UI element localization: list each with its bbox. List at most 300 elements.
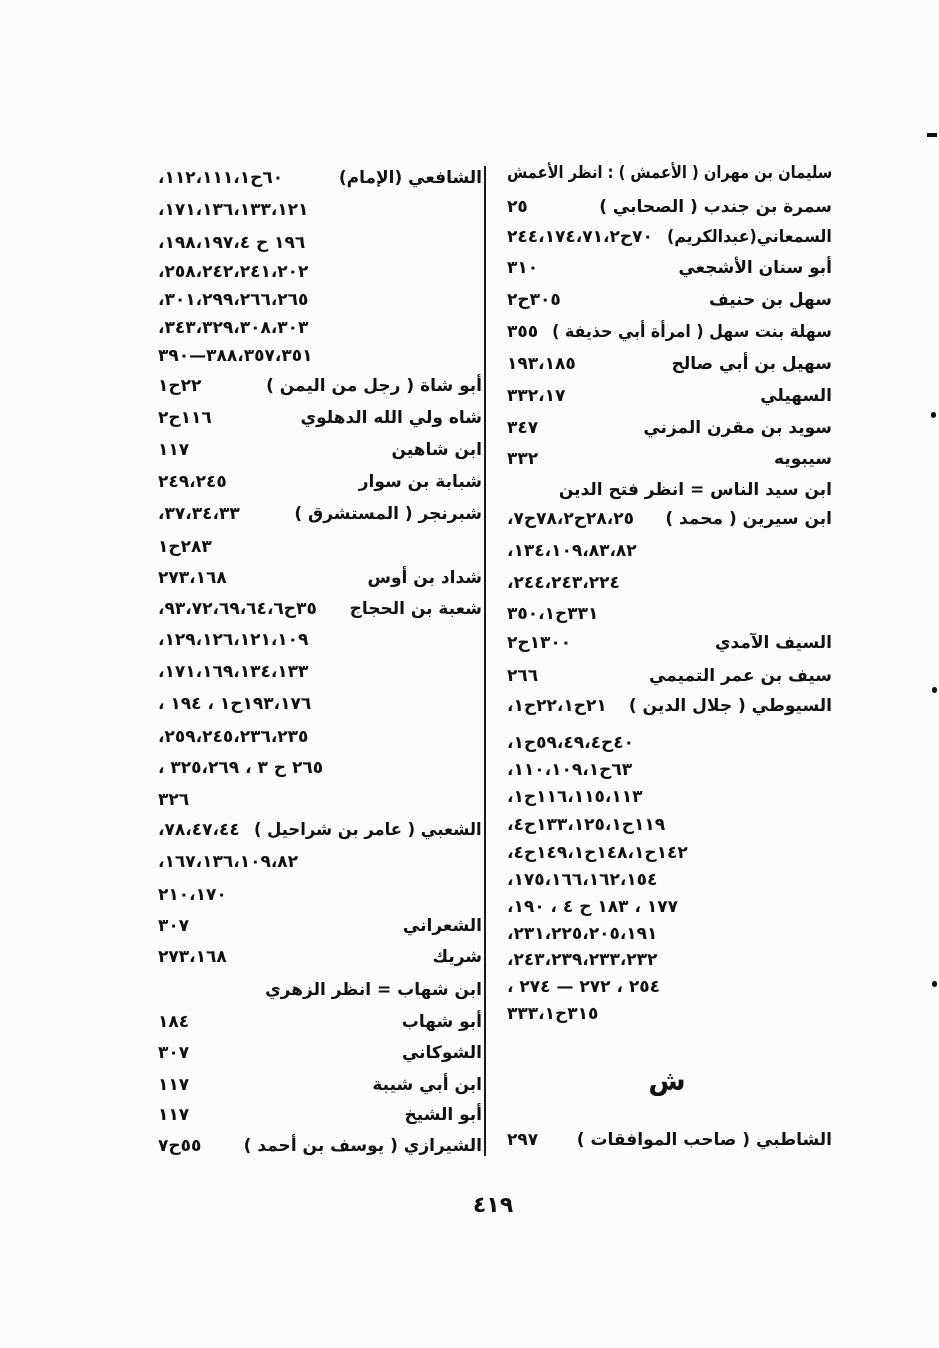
index-entry [158, 816, 482, 844]
entry-name: الشافعي (الإمام) [338, 168, 482, 188]
entry-name: أبو شهاب [401, 1012, 482, 1032]
page-reference: ٢٨٣ح١ [158, 537, 212, 557]
page-reference: ١١٧ [158, 1075, 190, 1095]
index-entry [158, 468, 482, 496]
index-entry-continuation [158, 658, 482, 686]
page-reference: ٣٠٨ [239, 318, 271, 338]
page-references [158, 1132, 201, 1160]
page-reference: ٢٣٩ [551, 950, 583, 970]
page-reference: ٣٠٣ [277, 318, 309, 338]
page-reference: ١٠٩ [277, 630, 309, 650]
page-reference: ٣٣ [218, 504, 240, 524]
index-entry [158, 372, 482, 400]
page-reference: ٥٥ح٧ [158, 1136, 202, 1156]
page-references [158, 436, 189, 464]
page-reference: ١٠٩ [239, 852, 271, 872]
page-references: ٨٢،١٠٩،١٣٦،١٦٧، [158, 852, 299, 872]
page-reference: ١١٦ح١ [513, 787, 568, 807]
page-reference: ١١٦ح٢ [158, 408, 212, 428]
index-entry [507, 505, 832, 533]
entry-name: سيبويه [774, 449, 832, 469]
page-references [158, 912, 189, 940]
entry-name: الشوكاني [401, 1043, 482, 1063]
page-references [158, 404, 212, 432]
page-reference: ٣٠٧ [158, 1043, 190, 1063]
page-reference: ٣٤٣ [164, 318, 196, 338]
page-references: ٢٦٥،٢٦٦،٢٩٩،٣٠١، [158, 290, 309, 310]
index-entry [507, 286, 832, 314]
page-references: ٣٣،٣٤،٣٧، [158, 504, 240, 524]
page-reference: ٢٤٤ [513, 573, 545, 593]
page-reference: ١٢١ [277, 200, 309, 220]
page-reference: ٢٦٥ [277, 290, 309, 310]
index-entry-continuation [158, 533, 482, 561]
page-references: ١١٩ح١،١٢٥،١٣٣ح٤، [507, 815, 666, 835]
index-entry-continuation [507, 783, 832, 811]
page-reference: ٢٠٢ [277, 262, 309, 282]
page-reference: ١٣٣ [277, 662, 309, 682]
page-reference: ٢٨ح٢ [563, 509, 607, 529]
page-reference: ٢٤٩ [158, 472, 190, 492]
page-reference: ٣٥ح٦ [273, 599, 317, 619]
page-reference: ٦٣ح١ [588, 760, 633, 780]
page-reference: ١٩٣ [507, 354, 539, 374]
page-references [158, 372, 201, 400]
page-reference: ٢٥٨ [164, 262, 196, 282]
page-references [158, 1008, 189, 1036]
page-references [507, 193, 528, 221]
index-entry-continuation [507, 893, 832, 921]
page-references [158, 533, 212, 561]
page-reference: ٢٦٦ [507, 666, 539, 686]
page-reference: ١٣٣ح٤ [513, 815, 568, 835]
entry-name: شبرنجر ( المستشرق ) [294, 504, 482, 524]
page-references [507, 629, 571, 657]
page-reference: ٢٦٥ ح ٣ [251, 758, 324, 778]
left-column [158, 0, 482, 1348]
index-entry [158, 1101, 482, 1129]
page-reference: ١٩٧ [202, 233, 234, 253]
index-entry-continuation [158, 754, 482, 782]
entry-name: ابن شهاب = انظر الزهري [265, 980, 482, 1000]
index-entry-continuation [158, 848, 482, 876]
scan-mark [932, 687, 937, 693]
page-reference: ١٧٧ [640, 897, 678, 917]
page-reference: ١٣٠٠ح٢ [507, 633, 572, 653]
page-references: ٦٣ح١،١٠٩،١١٠، [507, 760, 633, 780]
page-reference: ١٢١ [239, 630, 271, 650]
page-reference: ٣٠١ [164, 290, 196, 310]
page-reference: ١٦٧ [164, 852, 196, 872]
index-entry [158, 1039, 482, 1067]
page-reference: ١٧١ [164, 662, 196, 682]
page-references: ٢٣٥،٢٣٦،٢٤٥،٢٥٩، [158, 727, 309, 747]
page-reference: ٣٠٧ [158, 916, 190, 936]
entry-name: شاه ولي الله الدهلوي [300, 408, 482, 428]
column-divider [484, 166, 486, 1156]
index-entry [158, 912, 482, 940]
entry-name: شداد بن أوس [367, 568, 482, 588]
page-reference: ٢٩٩ [202, 290, 234, 310]
index-entry [158, 164, 482, 192]
page-reference: ١١٧ [158, 1105, 190, 1125]
page-reference: ٢٤٢ [202, 262, 234, 282]
page-references: ١٧،٣٣٢ [507, 386, 566, 406]
page-reference: ٢٥٤ [622, 977, 660, 997]
entry-name: شعبة بن الحجاج [349, 599, 482, 619]
page-reference: ١٨٣ ح ٤ [557, 897, 635, 917]
page-references [507, 318, 538, 346]
page-references: ٣٥١،٣٥٧،٣٨٨—٣٩٠ [158, 346, 313, 366]
page-reference: ١٤٢ح١ [634, 843, 688, 863]
index-entry [507, 382, 832, 410]
index-entry-continuation [507, 600, 832, 628]
index-entry [507, 476, 832, 504]
page-references: ١٨٥،١٩٣ [507, 354, 576, 374]
entry-name: سويد بن مقرن المزني [643, 418, 832, 438]
page-reference: ٣٥٠ [507, 604, 539, 624]
entry-name: شريك [432, 947, 482, 967]
page-reference: ٣٤ [191, 504, 213, 524]
page-reference: ٨٣ [588, 541, 610, 561]
page-reference: ١٣٦ [202, 852, 234, 872]
page-references [158, 1071, 189, 1099]
entry-name: الشعراني [402, 916, 482, 936]
page-reference: ٢٣١ [513, 924, 545, 944]
page-references [158, 1039, 189, 1067]
page-reference: ٢٤١ [239, 262, 271, 282]
page-reference: ٣١٥ح١ [544, 1004, 599, 1024]
scan-mark [927, 133, 937, 137]
page-reference: ٣٣٣ [507, 1004, 539, 1024]
page-reference: ٣٢٦ [158, 790, 190, 810]
index-entry-continuation [507, 569, 832, 597]
entry-name: سهيل بن أبي صالح [671, 354, 832, 374]
index-entry-continuation [507, 866, 832, 894]
page-reference: ٧٢ [191, 599, 213, 619]
page-reference: ٢٦٦ [239, 290, 271, 310]
page-reference: ١٨٥ [544, 354, 576, 374]
page-reference: ١٨٤ [158, 1012, 190, 1032]
page-references: ١٦٨،٢٧٣ [158, 568, 227, 588]
page-reference: ٢١٠ [158, 885, 190, 905]
page-reference: ١٧١ [164, 200, 196, 220]
page-references: ١٣٣،١٣٤،١٦٩،١٧١، [158, 662, 309, 682]
entry-name: السيف الآمدي [714, 633, 832, 653]
page-reference: ٨٢ [615, 541, 637, 561]
page-references: ٢٢٤،٢٤٣،٢٤٤، [507, 573, 620, 593]
page-reference: ٣٣٢ [507, 386, 539, 406]
page-reference: ١٩١ [626, 924, 658, 944]
page-reference: ١٣٣ [239, 200, 271, 220]
page-references: ٢٤٥،٢٤٩ [158, 472, 227, 492]
page-reference: ٢٠٥ [588, 924, 620, 944]
page-reference: ١١٥ [573, 787, 605, 807]
page-reference: ١١٢ [164, 168, 196, 188]
page-reference: ٢٧٣ [158, 947, 190, 967]
page-reference: ٢١ح١ [563, 696, 607, 716]
page-references: ٤٠ح٤،٤٩،٥٩ح١، [507, 733, 635, 753]
page-reference: ٢٤٣ [551, 573, 583, 593]
index-entry [507, 662, 832, 690]
page-reference: ٧٨ح٧ [513, 509, 557, 529]
page-reference: ١٦٨ [195, 947, 227, 967]
page-reference: ١٩٦ ح ٤ [239, 233, 306, 253]
page-reference: ٢٢٥ [551, 924, 583, 944]
page-reference: ١٧٤ [544, 227, 576, 247]
page-reference: ٢٣٦ [239, 727, 271, 747]
page-references: ١٩٦ ح ٤،١٩٧،١٩٨، [158, 233, 306, 253]
section-heading-letter: ش [648, 1066, 686, 1097]
entry-name: سيف بن عمر التميمي [648, 666, 832, 686]
page-reference: ٧٨ [164, 820, 186, 840]
index-entry-continuation [158, 286, 482, 314]
page-references: ١٧٧ ، ١٨٣ ح ٤ ، ١٩٠، [507, 897, 678, 917]
right-column [507, 0, 832, 1348]
page-reference: ٢٣٢ [626, 950, 658, 970]
index-entry-continuation [158, 258, 482, 286]
page-reference: ١٢٦ [202, 630, 234, 650]
index-entry [507, 350, 832, 378]
index-entry [158, 1132, 482, 1160]
index-entry [507, 629, 832, 657]
page-reference: ٦٤ [246, 599, 267, 619]
page-reference: ١٧٦ [280, 694, 312, 714]
page-references [158, 786, 189, 814]
entry-name: سهل بن حنيف [708, 290, 832, 310]
page-references: ١٦٨،٢٧٣ [158, 947, 227, 967]
page-reference: ٥٩ح١ [513, 733, 557, 753]
page-reference: ١٩٣ح١ [213, 694, 274, 714]
scan-mark [932, 981, 937, 987]
entry-name: الشعبي ( عامر بن شراحيل ) [254, 820, 482, 840]
page-reference: ٢٣٣ [588, 950, 620, 970]
page-reference: ٣٣١ح١ [544, 604, 599, 624]
page-reference: ٢٧٣ [158, 568, 190, 588]
index-entry [158, 976, 482, 1004]
page-references: ٢١ح١،٢٢ح١، [507, 696, 607, 716]
index-entry [158, 436, 482, 464]
page-references [158, 1101, 189, 1129]
index-entry [158, 564, 482, 592]
index-entry [507, 414, 832, 442]
page-reference: ٢٤٤ [507, 227, 539, 247]
page-reference: ٢٤٥ [202, 727, 234, 747]
page-references: ٢٠٢،٢٤١،٢٤٢،٢٥٨، [158, 262, 309, 282]
page-reference: ١٦٩ [202, 662, 234, 682]
index-entry [507, 159, 832, 187]
index-entry [158, 500, 482, 528]
page-references: ٣٣١ح١،٣٥٠ [507, 604, 599, 624]
page-reference: ٧١ [582, 227, 603, 247]
page-reference: ٣٥٥ [507, 322, 539, 342]
entry-name: سمرة بن جندب ( الصحابي ) [599, 197, 832, 217]
page-reference: ١٤٨ح١ [573, 843, 628, 863]
index-entry [507, 445, 832, 473]
entry-name: ابن سيرين ( محمد ) [665, 509, 832, 529]
entry-name: ابن سيد الناس = انظر فتح الدين [558, 480, 832, 500]
page-reference: ١٧ [544, 386, 566, 406]
page-references [507, 1126, 538, 1154]
page-references: ١٥٤،١٦٢،١٦٦،١٧٥، [507, 870, 658, 890]
index-entry-continuation [507, 729, 832, 757]
index-entry-continuation [507, 973, 832, 1001]
page-references: ٣١٥ح١،٣٣٣ [507, 1004, 599, 1024]
index-entry-continuation [158, 626, 482, 654]
page-reference: ٢٢ح١ [158, 376, 202, 396]
index-entry [507, 318, 832, 346]
page-reference: ٢٢ح١ [513, 696, 557, 716]
page-reference: ٣٢٥ [164, 758, 202, 778]
index-entry [158, 1008, 482, 1036]
page-reference: ٨٢ [277, 852, 299, 872]
page-references: ٧٠ح٢،٧١،١٧٤،٢٤٤ [507, 227, 653, 247]
page-reference: ١٧٥ [513, 870, 545, 890]
index-entry [507, 1126, 832, 1154]
entry-name: شبابة بن سوار [358, 472, 482, 492]
page-reference: ٣٥١ [281, 346, 313, 366]
page-reference: ٢٥ [613, 509, 635, 529]
page-reference: ٢٢٤ [588, 573, 620, 593]
page-reference: ٢٣٥ [277, 727, 309, 747]
entry-name: سليمان بن مهران ( الأعمش ) : انظر الأعمش [506, 163, 832, 183]
page-references: ٢٦٥ ح ٣ ، ٢٦٩،٣٢٥ ، [158, 758, 324, 778]
index-entry-continuation [158, 342, 482, 370]
page-reference: ١٤٩ح٤ [513, 843, 568, 863]
page-references: ١٧٦،١٩٣ح١ ، ١٩٤ ، [158, 694, 312, 714]
page-reference: ٢٥ [507, 197, 528, 217]
page-references: ١٢١،١٣٣،١٣٦،١٧١، [158, 200, 309, 220]
entry-name: السهيلي [760, 386, 832, 406]
page-reference: ٢٤٥ [195, 472, 227, 492]
index-entry [158, 595, 482, 623]
page-references: ٢٣٢،٢٣٣،٢٣٩،٢٤٣، [507, 950, 658, 970]
index-entry-continuation [507, 920, 832, 948]
index-entry-continuation [507, 839, 832, 867]
index-entry-continuation [507, 946, 832, 974]
page-references: ٨٢،٨٣،١٠٩،١٣٤، [507, 541, 637, 561]
page-references: ١١٣،١١٥،١١٦ح١، [507, 787, 643, 807]
page-reference: ٤٤ [218, 820, 240, 840]
index-entry-continuation [158, 690, 482, 718]
page-reference: ٣٢٩ [202, 318, 234, 338]
page-reference: ٦٩ [218, 599, 240, 619]
page-reference: ٤٧ [191, 820, 213, 840]
page-references: ٢٥٤ ، ٢٧٢ — ٢٧٤ ، [507, 977, 660, 997]
page-reference: ٣١٠ [507, 258, 539, 278]
page-number: ٤١٩ [472, 1193, 514, 1218]
entry-name: الشاطبي ( صاحب الموافقات ) [576, 1130, 832, 1150]
entry-name: أبو سنان الأشجعي [678, 258, 832, 278]
page-reference: ١١٩ح١ [611, 815, 666, 835]
page-reference: ١٩٠ [513, 897, 551, 917]
page-reference: ٤٩ [563, 733, 585, 753]
entry-name: أبو الشيخ [404, 1105, 482, 1125]
page-references: ١٩١،٢٠٥،٢٢٥،٢٣١، [507, 924, 658, 944]
page-reference: ١١٧ [158, 440, 190, 460]
page-references [507, 286, 561, 314]
page-reference: ٣٤٧ [507, 418, 539, 438]
index-entry-continuation [158, 723, 482, 751]
page-reference: ٦٠ح١ [239, 168, 284, 188]
index-entry-continuation [507, 537, 832, 565]
index-entry-continuation [158, 881, 482, 909]
page-reference: ٣٧ [164, 504, 186, 524]
page-reference: ١٣٤ [513, 541, 545, 561]
page-reference: ١٦٦ [551, 870, 583, 890]
page-reference: ٧٠ح٢ [609, 227, 653, 247]
index-entry-continuation [158, 196, 482, 224]
page-reference: ١٩٤ [164, 694, 208, 714]
page-reference: ١٥٤ [626, 870, 658, 890]
index-entry [507, 254, 832, 282]
scan-mark [931, 412, 936, 418]
page-references: ١٧٠،٢١٠ [158, 885, 227, 905]
page-reference: ٢٧٢ — ٢٧٤ [513, 977, 617, 997]
index-entry-continuation [158, 786, 482, 814]
page-reference: ١٣٦ [202, 200, 234, 220]
index-entry-continuation [158, 229, 482, 257]
page-reference: ١٣٤ [239, 662, 271, 682]
index-entry-continuation [507, 1000, 832, 1028]
index-entry-continuation [507, 756, 832, 784]
entry-name: السيوطي ( جلال الدين ) [628, 696, 832, 716]
page-reference: ٩٣ [164, 599, 186, 619]
index-entry-continuation [507, 811, 832, 839]
page-reference: ١٠٩ [551, 760, 583, 780]
page-references: ٣٠٣،٣٠٨،٣٢٩،٣٤٣، [158, 318, 309, 338]
page-reference: ٣٣٢ [507, 449, 539, 469]
index-entry [507, 692, 832, 720]
entry-name: ابن شاهين [391, 440, 482, 460]
page-references: ٦٠ح١،١١١،١١٢، [158, 168, 284, 188]
page-reference: ٣٥٧ [243, 346, 275, 366]
index-entry-continuation [158, 314, 482, 342]
page-reference: ١١٣ [611, 787, 643, 807]
entry-name: السمعاني(عبدالكريم) [667, 227, 832, 247]
entry-name: ابن أبي شيبة [372, 1075, 482, 1095]
page-references: ٣٥ح٦،٦٤،٦٩،٧٢،٩٣، [158, 599, 317, 619]
page-references [507, 662, 538, 690]
page-reference: ٤٠ح٤ [590, 733, 635, 753]
page-reference: ١٢٥ [573, 815, 605, 835]
entry-name: الشيرازي ( يوسف بن أحمد ) [243, 1136, 482, 1156]
page-reference: ٣٨٨—٣٩٠ [158, 346, 238, 366]
entry-name: أبو شاة ( رجل من اليمن ) [266, 376, 482, 396]
page-references: ٢٥،٢٨ح٢،٧٨ح٧، [507, 509, 635, 529]
page-reference: ٣٠٥ح٢ [507, 290, 561, 310]
page-reference: ١١٠ [513, 760, 545, 780]
index-entry [507, 223, 832, 251]
page-reference: ٢٩٧ [507, 1130, 539, 1150]
page-reference: ٢٥٩ [164, 727, 196, 747]
index-entry [158, 1071, 482, 1099]
page-reference: ١٢٩ [164, 630, 196, 650]
page-references [507, 254, 538, 282]
page-reference: ١٠٩ [551, 541, 583, 561]
page-references: ١٠٩،١٢١،١٢٦،١٢٩، [158, 630, 309, 650]
index-entry [158, 943, 482, 971]
page-reference: ٢٤٣ [513, 950, 545, 970]
index-entry [158, 404, 482, 432]
page-references [507, 445, 538, 473]
page-references [507, 414, 538, 442]
page-references: ١٤٢ح١،١٤٨ح١،١٤٩ح٤، [507, 843, 688, 863]
index-entry [507, 193, 832, 221]
page-reference: ١٦٢ [588, 870, 620, 890]
page-reference: ١١١ [202, 168, 234, 188]
entry-name: سهلة بنت سهل ( امرأة أبي حذيفة ) [552, 322, 832, 342]
